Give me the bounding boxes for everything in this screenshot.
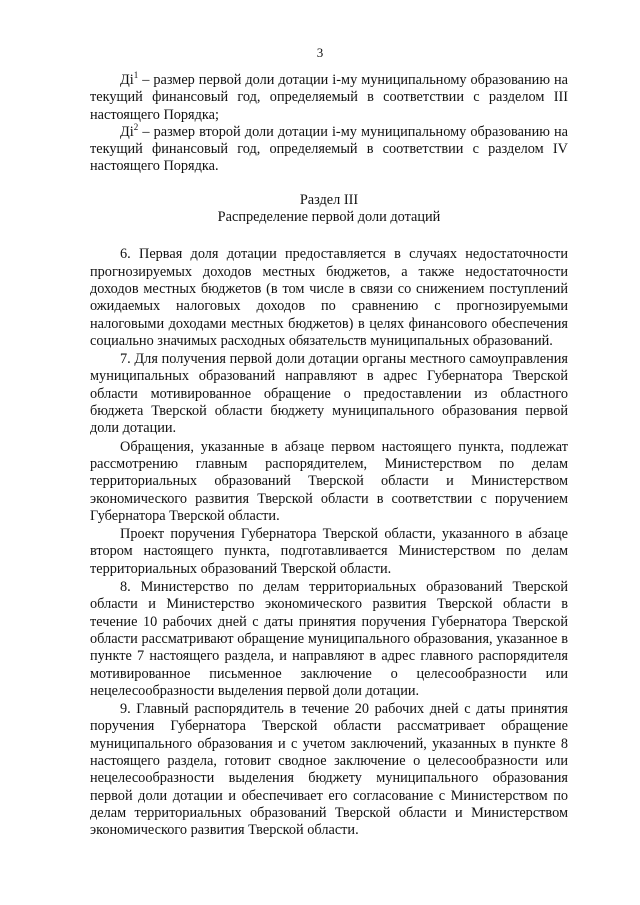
definitions-block [90, 72, 568, 176]
paragraph: 9. Главный распорядитель в течение 20 рабочих дней с даты принятия поручения Губернатора Тверской области рассматривает обращение муниципального образования и с учетом заключений, указанных в пункте 8 настоящего раздела, готовит сводное заключение о целесообразности или нецелесообразности выделения бюджету муниципального образования первой доли дотации и обеспечивает его согласование с Министерством по делам территориальных образований Тверской области и Министерством экономического развития Тверской области. [90, 701, 568, 839]
definition-superscript: 2 [133, 122, 139, 133]
paragraph: 6. Первая доля дотации предоставляется в случаях недостаточности прогнозируемых доходов местных бюджетов, а также недостаточности доходов местных бюджетов (в том числе в связи со снижением поступлений ожидаемых налоговых доходов по сравнению с прогнозируемыми налоговыми доходами местных бюджетов) в целях финансового обеспечения социально значимых расходных обязательств муниципальных образований. [90, 246, 568, 349]
definition-symbol: Дi [120, 123, 134, 140]
section-title: Распределение первой доли дотаций [217, 209, 441, 226]
paragraph: Обращения, указанные в абзаце первом настоящего пункта, подлежат рассмотрению главным распорядителем, Министерством по делам территориальных образований Тверской области и Министерством экономического развития Тверской области в соответствии с поручением Губернатора Тверской области. [90, 438, 568, 524]
page-number: 3 [316, 45, 324, 60]
paragraph: Проект поручения Губернатора Тверской области, указанного в абзаце втором настоящего пункта, подготавливается Министерством по делам территориальных образований Тверской области. [90, 526, 568, 577]
definition-superscript: 1 [133, 70, 139, 81]
section-header [90, 192, 568, 227]
definition-text: – размер второй доли дотации i-му муниципальному образованию на текущий финансовый год, определяемый в соответствии с разделом IV настоящего Порядка. [90, 123, 568, 175]
section-paragraphs [90, 246, 568, 839]
definition-item [90, 72, 568, 124]
definition-symbol: Дi [120, 72, 134, 88]
paragraph: 7. Для получения первой доли дотации органы местного самоуправления муниципальных образований направляют в адрес Губернатора Тверской области мотивированное обращение о предоставлении из областного бюджета Тверской области бюджету муниципального образования первой доли дотации. [90, 351, 568, 437]
document-body [90, 72, 568, 840]
section-number: Раздел III [299, 191, 359, 208]
paragraph: 8. Министерство по делам территориальных образований Тверской области и Министерство экономического развития Тверской области в течение 10 рабочих дней с даты принятия поручения Губернатора Тверской области рассматривают обращение муниципального образования, указанное в пункте 7 настоящего раздела, и направляют в адрес главного распорядителя мотивированное письменное заключение о целесообразности или нецелесообразности выделения первой доли дотации. [90, 579, 568, 699]
definition-item [90, 124, 568, 176]
definition-text: – размер первой доли дотации i-му муниципальному образованию на текущий финансовый год, определяемый в соответствии с разделом III настоящего Порядка; [90, 72, 568, 123]
